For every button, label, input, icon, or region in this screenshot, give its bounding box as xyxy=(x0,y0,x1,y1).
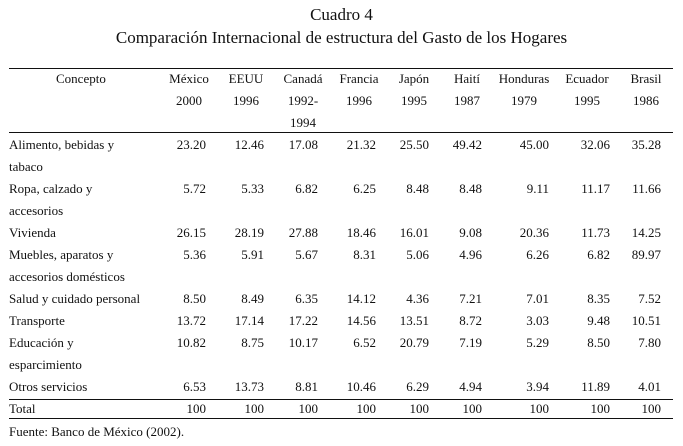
header-rule xyxy=(9,132,673,133)
table-cell: 6.29 xyxy=(406,379,429,394)
header-country: Haití xyxy=(454,71,480,86)
table-cell: 7.52 xyxy=(638,291,661,306)
table-cell: 100 xyxy=(298,401,318,416)
row-label: Transporte xyxy=(9,313,65,328)
source-note: Fuente: Banco de México (2002). xyxy=(9,424,185,439)
table-cell: 100 xyxy=(529,401,549,416)
table-cell: 100 xyxy=(356,401,376,416)
table-cell: 13.72 xyxy=(176,313,206,328)
header-country: Ecuador xyxy=(565,71,609,86)
header-year: 2000 xyxy=(176,93,202,108)
table-cell: 11.73 xyxy=(581,225,610,240)
table-cell: 7.01 xyxy=(526,291,549,306)
table-cell: 9.11 xyxy=(526,181,549,196)
table-cell: 8.72 xyxy=(459,313,482,328)
header-year: 1994 xyxy=(290,115,316,130)
header-country: Canadá xyxy=(283,71,323,86)
table-cell: 49.42 xyxy=(452,137,482,152)
table-cell: 6.25 xyxy=(353,181,376,196)
table-cell: 17.22 xyxy=(288,313,318,328)
table-cell: 25.50 xyxy=(399,137,429,152)
header-country: Francia xyxy=(339,71,379,86)
header-country: EEUU xyxy=(228,71,264,86)
table-cell: 100 xyxy=(641,401,661,416)
table-cell: 6.52 xyxy=(353,335,376,350)
table-cell: 8.49 xyxy=(241,291,264,306)
table-cell: 21.32 xyxy=(346,137,376,152)
table-cell: 14.56 xyxy=(346,313,376,328)
table-cell: 3.03 xyxy=(526,313,549,328)
table-cell: 6.35 xyxy=(295,291,318,306)
header-year: 1986 xyxy=(633,93,659,108)
header-country: México xyxy=(169,71,209,86)
table-cell: 100 xyxy=(590,401,610,416)
table-cell: 8.48 xyxy=(406,181,429,196)
table-cell: 100 xyxy=(409,401,429,416)
table-cell: 3.94 xyxy=(526,379,549,394)
table-cell: 6.26 xyxy=(526,247,549,262)
table-cell: 8.35 xyxy=(587,291,610,306)
table-cell: 10.46 xyxy=(346,379,376,394)
table-cell: 5.33 xyxy=(241,181,264,196)
header-year: 1992- xyxy=(287,93,319,108)
table-title: Cuadro 4 xyxy=(310,5,373,24)
table-cell: 20.36 xyxy=(519,225,549,240)
table-cell: 10.51 xyxy=(631,313,661,328)
table-cell: 5.06 xyxy=(406,247,429,262)
header-year: 1996 xyxy=(233,93,259,108)
table-cell: 100 xyxy=(244,401,264,416)
table-cell: 13.51 xyxy=(399,313,429,328)
table-cell: 11.17 xyxy=(581,181,610,196)
table-cell: 7.21 xyxy=(459,291,482,306)
row-label: accesorios xyxy=(9,203,64,218)
row-label: Muebles, aparatos y xyxy=(9,247,114,262)
row-label: Vivienda xyxy=(9,225,56,240)
header-year: 1995 xyxy=(401,93,427,108)
table-cell: 17.08 xyxy=(288,137,318,152)
row-label: Ropa, calzado y xyxy=(9,181,93,196)
table-cell: 5.36 xyxy=(183,247,206,262)
table-cell: 10.82 xyxy=(176,335,206,350)
table-cell: 7.80 xyxy=(638,335,661,350)
header-year: 1987 xyxy=(454,93,480,108)
table-cell: 11.66 xyxy=(632,181,661,196)
table-cell: 9.08 xyxy=(459,225,482,240)
table-cell: 17.14 xyxy=(234,313,264,328)
table-cell: 32.06 xyxy=(580,137,610,152)
row-label: accesorios domésticos xyxy=(9,269,125,284)
table-cell: 27.88 xyxy=(288,225,318,240)
table-cell: 4.94 xyxy=(459,379,482,394)
table-cell: 8.81 xyxy=(295,379,318,394)
header-year: 1995 xyxy=(574,93,600,108)
header-country: Japón xyxy=(398,71,430,86)
row-label: Alimento, bebidas y xyxy=(9,137,115,152)
header-country: Brasil xyxy=(630,71,662,86)
table-cell: 6.53 xyxy=(183,379,206,394)
table-cell: 5.91 xyxy=(241,247,264,262)
table-subtitle: Comparación Internacional de estructura del Gasto de los Hogares xyxy=(115,28,568,47)
row-label: Salud y cuidado personal xyxy=(9,291,141,306)
table-cell: 5.67 xyxy=(295,247,318,262)
table-cell: 8.48 xyxy=(459,181,482,196)
table-cell: 9.48 xyxy=(587,313,610,328)
table-cell: 100 xyxy=(186,401,206,416)
table-cell: 4.01 xyxy=(638,379,661,394)
table-cell: 10.17 xyxy=(288,335,318,350)
table-cell: 11.89 xyxy=(581,379,610,394)
row-label: Otros servicios xyxy=(9,379,88,394)
header-country: Honduras xyxy=(498,71,550,86)
table-cell: 8.50 xyxy=(183,291,206,306)
table-cell: 8.31 xyxy=(353,247,376,262)
table-cell: 18.46 xyxy=(346,225,376,240)
table-cell: 5.29 xyxy=(526,335,549,350)
table-cell: 4.96 xyxy=(459,247,482,262)
table-cell: 26.15 xyxy=(176,225,206,240)
table-cell: 35.28 xyxy=(631,137,661,152)
row-label: tabaco xyxy=(9,159,43,174)
table-cell: 28.19 xyxy=(234,225,264,240)
table-cell: 89.97 xyxy=(631,247,661,262)
row-label: esparcimiento xyxy=(9,357,82,372)
table-cell: 5.72 xyxy=(183,181,206,196)
table-cell: 4.36 xyxy=(406,291,429,306)
table-cell: 14.25 xyxy=(631,225,661,240)
header-year: 1979 xyxy=(511,93,537,108)
table-cell: 20.79 xyxy=(399,335,429,350)
row-label: Educación y xyxy=(9,335,74,350)
header-year: 1996 xyxy=(346,93,372,108)
table-cell: 6.82 xyxy=(295,181,318,196)
table-cell: 14.12 xyxy=(346,291,376,306)
table-cell: 16.01 xyxy=(399,225,429,240)
table-cell: 100 xyxy=(462,401,482,416)
table-cell: 45.00 xyxy=(519,137,549,152)
table-cell: 7.19 xyxy=(459,335,482,350)
table-cell: 12.46 xyxy=(234,137,264,152)
table-cell: 8.50 xyxy=(587,335,610,350)
row-label: Total xyxy=(9,401,36,416)
table-cell: 8.75 xyxy=(241,335,264,350)
header-concept: Concepto xyxy=(56,71,106,86)
table-cell: 13.73 xyxy=(234,379,264,394)
table-cell: 6.82 xyxy=(587,247,610,262)
table-cell: 23.20 xyxy=(176,137,206,152)
